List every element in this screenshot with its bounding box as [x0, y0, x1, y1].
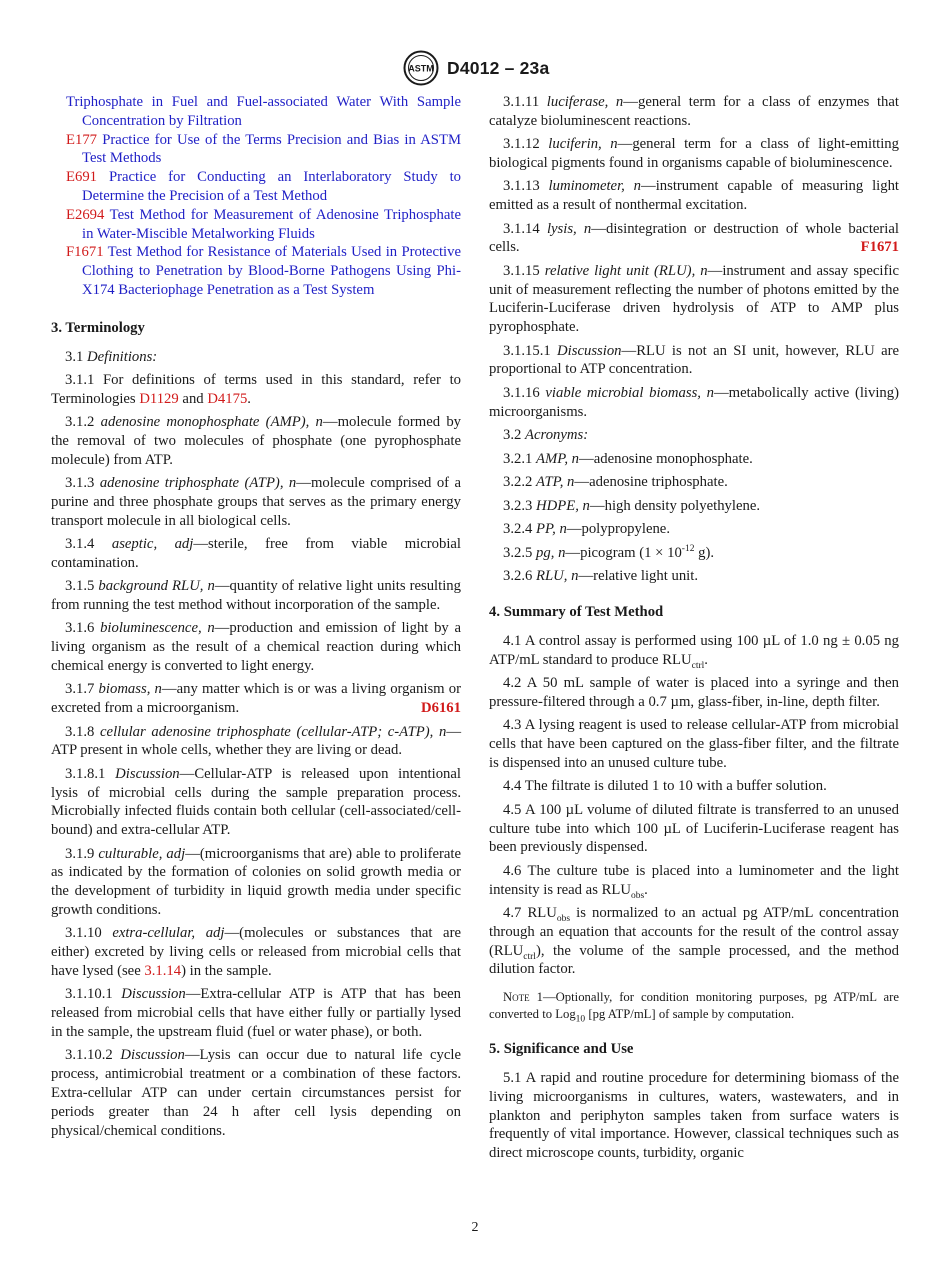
section-heading-significance: 5. Significance and Use [489, 1041, 634, 1058]
paragraph-3-1-4: 3.1.4 aseptic, adj—sterile, free from viable microbial contamination. [51, 536, 461, 571]
paragraph-3-1-10-1: 3.1.10.1 Discussion—Extra-cellular ATP is ATP that has been released from microbial cells that have either fully or partially lysed in the sample, the upstream fluid (fuel or water phase), or both. [51, 986, 461, 1040]
reference-item [51, 93, 461, 131]
reference-code[interactable]: F1671 [66, 244, 104, 261]
link-d1129[interactable]: D1129 [139, 390, 179, 407]
paragraph-3-1-8-1: 3.1.8.1 Discussion—Cellular-ATP is released upon intentional lysis of microbial cells during the sample preparation process. Microbially infected fluids contain both cellular (cell-associated/cell-bound) and extra-cellular ATP. [51, 765, 462, 839]
reference-item [51, 131, 461, 169]
paragraph-4-1: 4.1 A control assay is performed using 100 µL of 1.0 ng ± 0.05 ng ATP/mL standard to produce $RLU_{ctrl}$. [489, 633, 899, 671]
paragraph-3-1-6: 3.1.6 bioluminescence, n—production and emission of light by a living organism as the result of a chemical reaction during which chemical energy is converted to light energy. [51, 620, 461, 675]
paragraph-3-1-8: 3.1.8 cellular adenosine triphosphate (cellular-ATP; c-ATP), n—ATP present in whole cells, whether they are living or dead. [51, 723, 461, 759]
paragraph-3-2: 3.2 Acronyms: [503, 426, 589, 443]
right-column [489, 93, 899, 1168]
reference-code[interactable]: E177 [66, 131, 98, 148]
reference-title[interactable]: Triphosphate in Fuel and Fuel-associated Water With Sample Concentration by Filtration [66, 94, 461, 129]
paragraph-3-1-5: 3.1.5 background RLU, n—quantity of relative light units resulting from running the test method without incorporation of the sample. [51, 578, 461, 614]
svg-text:ASTM: ASTM [408, 63, 434, 74]
reference-code[interactable]: E691 [66, 169, 98, 186]
reference-title[interactable]: Practice for Use of the Terms Precision and Bias in ASTM Test Methods [82, 131, 462, 167]
paragraph-3-1-3: 3.1.3 adenosine triphosphate (ATP), n—molecule comprised of a purine and three phosphate groups that serves as the primary energy transport molecule in all biological cells. [51, 475, 461, 529]
reference-list [51, 93, 461, 300]
paragraph-4-2: 4.2 A 50 mL sample of water is placed into a syringe and then pressure-filtered through a 0.7 µm, glass-fiber, in-line, depth filter. [489, 675, 899, 711]
acronym-item: 3.2.6 RLU, n—relative light unit. [503, 568, 698, 585]
document-designation: D4012 – 23a [447, 58, 550, 78]
paragraph-3-1-2: 3.1.2 adenosine monophosphate (AMP), n—molecule formed by the removal of two molecules of phosphate (one pyrophosphate molecule) from ATP. [51, 414, 462, 468]
acronym-item: 3.2.1 AMP, n—adenosine monophosphate. [503, 450, 753, 467]
paragraph-4-7: 4.7 $RLU_{obs}$ is normalized to an actual pg ATP/mL concentration through an equation that accounts for the result of the control assay $(RLU_{ctrl})$, the volume of the sample processed, and the method dilution factor. [489, 904, 899, 978]
source-tag-d6161[interactable]: D6161 [421, 700, 461, 717]
paragraph-3-1: 3.1 Definitions: [65, 348, 158, 365]
paragraph-3-1-13: 3.1.13 luminometer, n—instrument capable of measuring light emitted as a result of nonthermal excitation. [489, 178, 899, 214]
astm-logo-icon [403, 50, 439, 86]
paragraph-5-1: 5.1 A rapid and routine procedure for determining biomass of the living microorganisms in cultures, waters, wastewaters, and in plankton and periphyton samples taken from surface waters is frequently of vital importance. However, classical techniques such as direct microscope counts, turbidity, organic [489, 1069, 899, 1162]
paragraph-3-1-11: 3.1.11 luciferase, n—general term for a class of enzymes that catalyze bioluminescent reactions. [489, 94, 899, 129]
paragraph-3-1-10: 3.1.10 extra-cellular, adj—(molecules or substances that are either) excreted by living cells or released from microbial cells that have lysed (see 3.1.14) in the sample. [51, 925, 461, 979]
reference-title[interactable]: Practice for Conducting an Interlaboratory Study to Determine the Precision of a Test Method [82, 169, 461, 204]
paragraph-4-4: 4.4 The filtrate is diluted 1 to 10 with a buffer solution. [503, 778, 827, 795]
paragraph-3-1-15: 3.1.15 relative light unit (RLU), n—instrument and assay specific unit of measurement reflecting the number of photons emitted by the Luciferin-Luciferase driven hydrolysis of ATP to AMP plus pyrophosphate. [489, 262, 900, 336]
acronym-item: 3.2.4 PP, n—polypropylene. [503, 521, 670, 538]
link-3-1-14[interactable]: 3.1.14 [144, 963, 182, 979]
reference-item [51, 206, 461, 244]
reference-item [51, 168, 461, 206]
section-heading-terminology: 3. Terminology [51, 319, 145, 336]
reference-title[interactable]: Test Method for Measurement of Adenosine Triphosphate in Water-Miscible Metalworking Fluids [82, 206, 461, 242]
paragraph-3-1-1: 3.1.1 For definitions of terms used in this standard, refer to Terminologies D1129 and D4175. [51, 371, 461, 407]
source-tag-f1671[interactable]: F1671 [860, 239, 899, 256]
reference-title[interactable]: Test Method for Resistance of Materials Used in Protective Clothing to Penetration by Blood-Borne Pathogens Using Phi-X174 Bacteriophage Penetration as a Test System [82, 244, 461, 298]
acronym-item: 3.2.5 pg, n—picogram ($1 \times 10^{-12}$ g). [503, 543, 715, 561]
paragraph-3-1-14: 3.1.14 lysis, n—disintegration or destruction of whole bacterial cells. F1671 [489, 220, 899, 256]
section-heading-summary: 4. Summary of Test Method [489, 604, 664, 621]
reference-item [51, 243, 461, 299]
paragraph-3-1-12: 3.1.12 luciferin, n—general term for a class of light-emitting biological pigments found in organisms capable of bioluminescence. [489, 136, 899, 171]
note-1: Note 1—Optionally, for condition monitoring purposes, pg ATP/mL are converted to Log$_{10}$ [pg ATP/mL] of sample by computation. [489, 990, 899, 1025]
paragraph-4-6: 4.6 The culture tube is placed into a luminometer and the light intensity is read as $RLU_{obs}$. [489, 862, 899, 901]
paragraph-4-5: 4.5 A 100 µL volume of diluted filtrate is transferred to an unused culture tube into which 100 µL of Luciferin-Luciferase reagent has been previously dispensed. [489, 801, 899, 856]
page-header [0, 50, 950, 86]
paragraph-3-1-7: 3.1.7 biomass, n—any matter which is or was a living organism or excreted from a microorganism. D6161 [51, 681, 461, 717]
paragraph-3-1-16: 3.1.16 viable microbial biomass, n—metabolically active (living) microorganisms. [489, 384, 899, 420]
paragraph-4-3: 4.3 A lysing reagent is used to release cellular-ATP from microbial cells that have been captured on the glass-fiber filter, and the filtrate is dispensed into an unused culture tube. [489, 717, 899, 772]
paragraph-3-1-9: 3.1.9 culturable, adj—(microorganisms that are) able to proliferate as indicated by the formation of colonies on solid growth media or the development of turbidity in liquid growth media under specific growth conditions. [51, 845, 462, 919]
acronym-item: 3.2.2 ATP, n—adenosine triphosphate. [503, 474, 728, 491]
page-number: 2 [471, 1220, 479, 1235]
reference-code[interactable]: E2694 [66, 206, 105, 223]
acronym-item: 3.2.3 HDPE, n—high density polyethylene. [503, 497, 761, 514]
paragraph-3-1-10-2: 3.1.10.2 Discussion—Lysis can occur due to natural life cycle process, antimicrobial treatment or a combination of these factors. Extra-cellular ATP can under certain circumstances persist for periods greater than 24 h after cell lysis depending on physical/chemical conditions. [51, 1047, 461, 1139]
paragraph-3-1-15-1: 3.1.15.1 Discussion—RLU is not an SI unit, however, RLU are proportional to ATP concentration. [489, 342, 899, 378]
link-d4175[interactable]: D4175 [207, 390, 248, 407]
left-column [51, 93, 461, 1145]
